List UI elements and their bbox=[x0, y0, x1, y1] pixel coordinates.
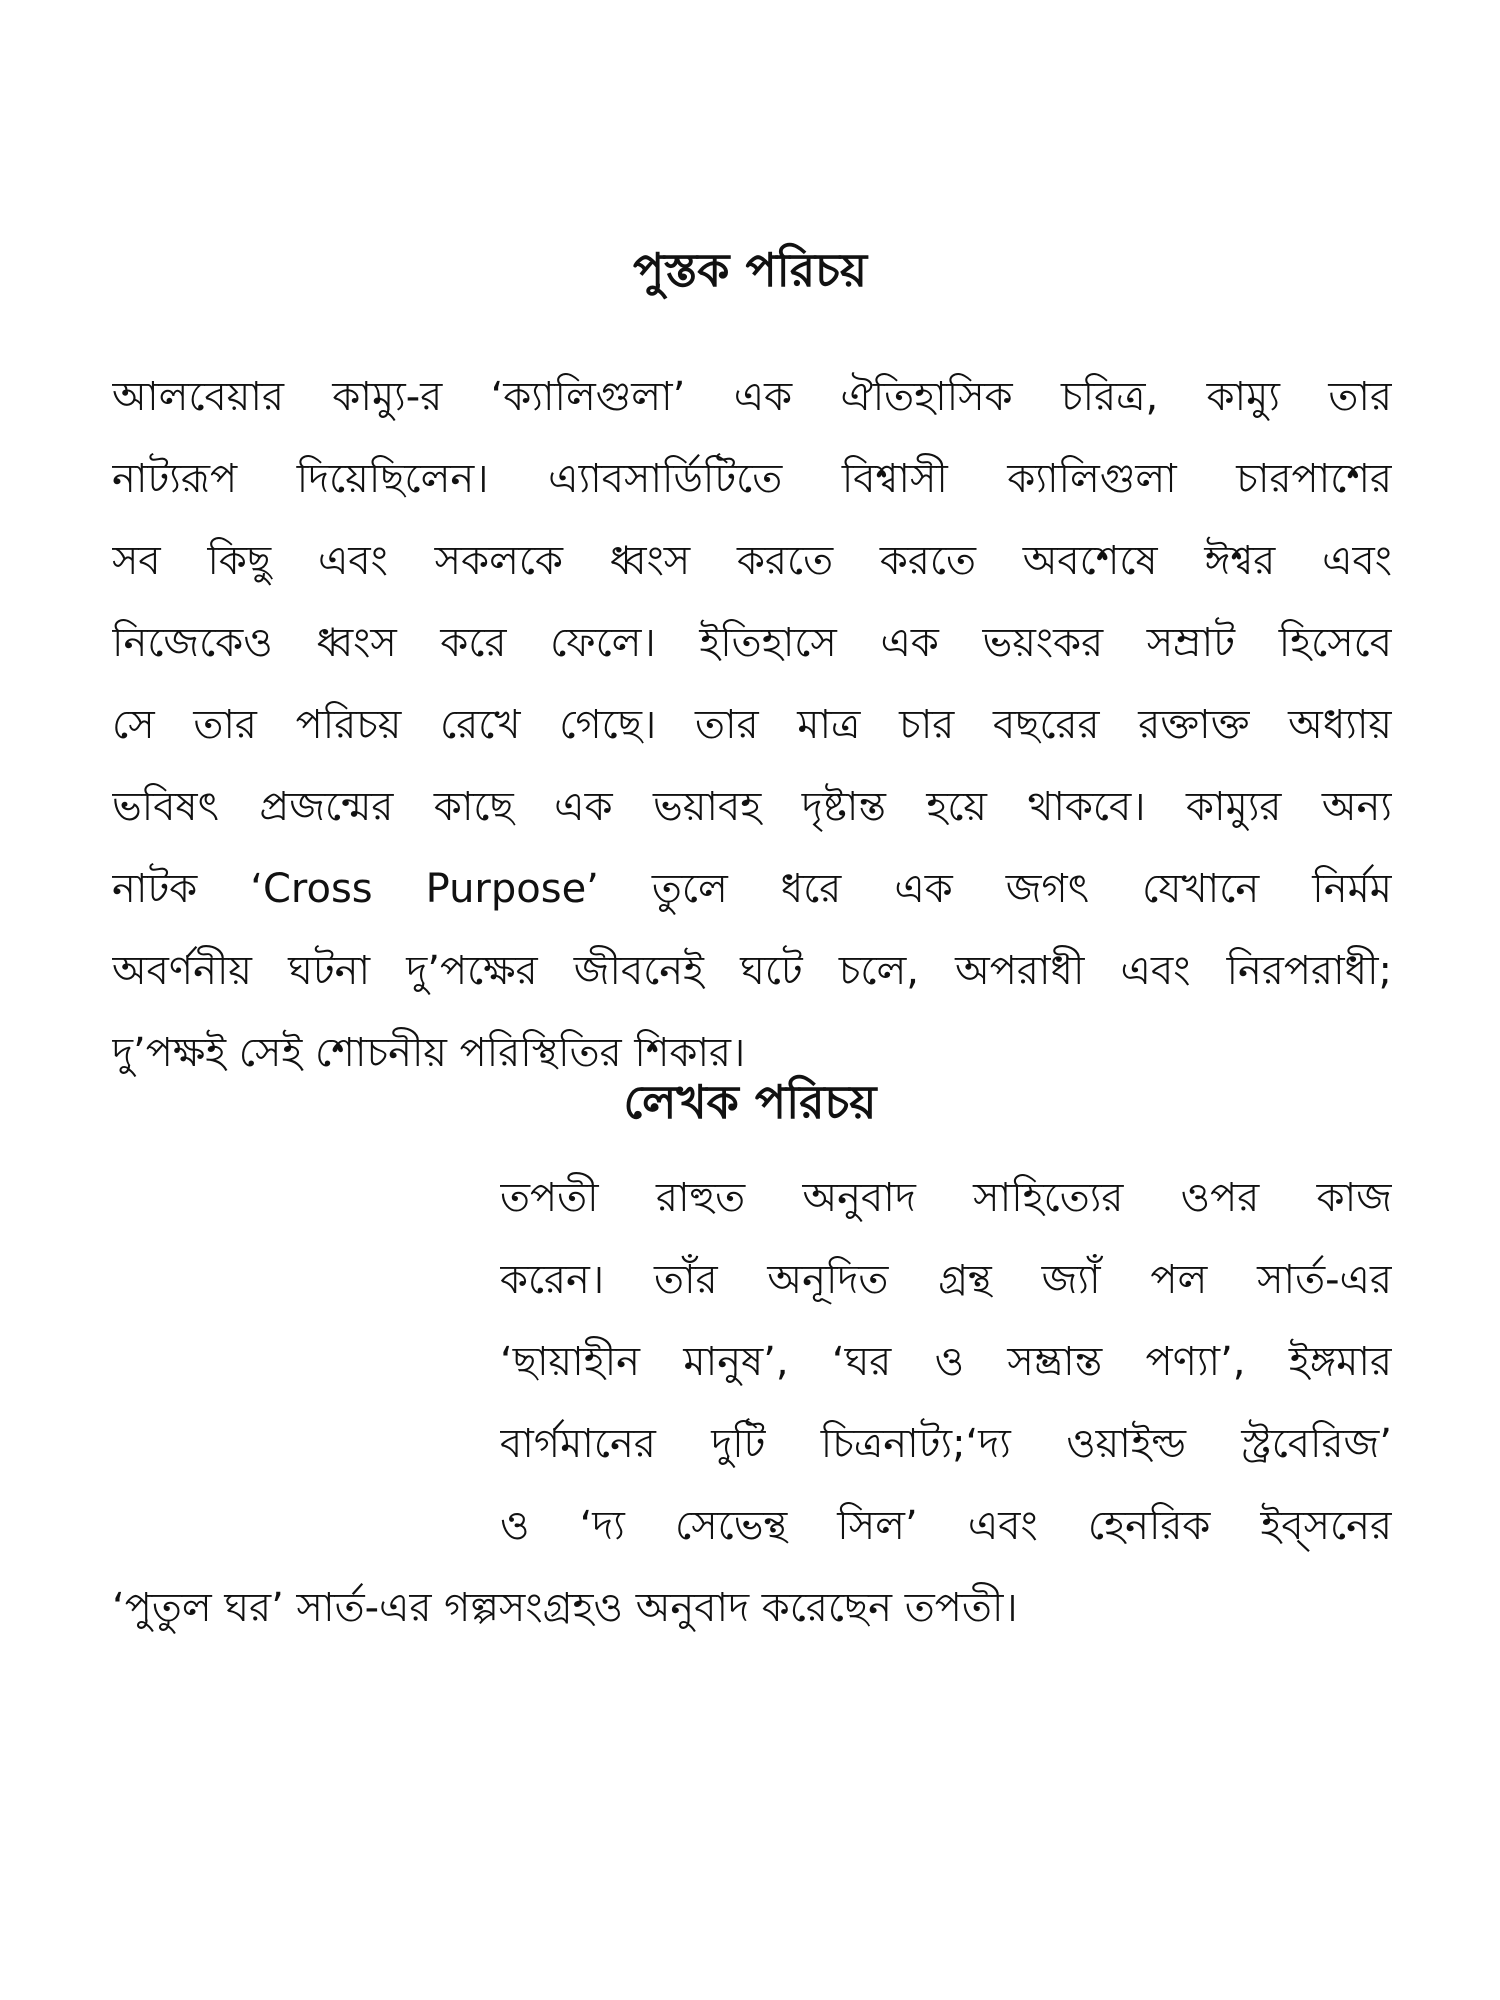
book-intro-line: নিজেকেও ধ্বংস করে ফেলে। ইতিহাসে এক ভয়ংকর সম্রাট হিসেবে bbox=[112, 620, 1392, 666]
book-intro-line: অবর্ণনীয় ঘটনা দু’পক্ষের জীবনেই ঘটে চলে, অপরাধী এবং নিরপরাধী; bbox=[112, 948, 1392, 994]
book-intro-line: সব কিছু এবং সকলকে ধ্বংস করতে করতে অবশেষে ঈশ্বর এবং bbox=[112, 538, 1392, 584]
book-intro-line: নাট্যরূপ দিয়েছিলেন। এ্যাবসার্ডিটিতে বিশ্বাসী ক্যালিগুলা চারপাশের bbox=[112, 456, 1392, 502]
book-intro-line: ভবিষৎ প্রজন্মের কাছে এক ভয়াবহ দৃষ্টান্ত হয়ে থাকবে। কাম্যুর অন্য bbox=[112, 784, 1392, 830]
book-intro-line: সে তার পরিচয় রেখে গেছে। তার মাত্র চার বছরের রক্তাক্ত অধ্যায় bbox=[112, 702, 1392, 748]
author-intro-line: করেন। তাঁর অনূদিত গ্রন্থ জ্যাঁ পল সার্ত-এর bbox=[500, 1257, 1392, 1303]
book-intro-line: দু’পক্ষই সেই শোচনীয় পরিস্থিতির শিকার। bbox=[112, 1030, 746, 1076]
book-intro-heading: পুস্তক পরিচয় bbox=[632, 243, 868, 297]
author-intro-line: বার্গমানের দুটি চিত্রনাট্য;‘দ্য ওয়াইল্ড স্ট্রবেরিজ’ bbox=[500, 1421, 1392, 1467]
author-intro-line: তপতী রাহুত অনুবাদ সাহিত্যের ওপর কাজ bbox=[500, 1175, 1392, 1221]
author-intro-heading: লেখক পরিচয় bbox=[623, 1075, 877, 1129]
author-intro-line: ও ‘দ্য সেভেন্থ সিল’ এবং হেনরিক ইব্‌সনের bbox=[500, 1503, 1392, 1549]
author-intro-line: ‘ছায়াহীন মানুষ’, ‘ঘর ও সম্ভ্রান্ত পণ্যা’, ইঙ্গমার bbox=[500, 1339, 1392, 1385]
author-intro-line: ‘পুতুল ঘর’ সার্ত-এর গল্পসংগ্রহও অনুবাদ করেছেন তপতী। bbox=[112, 1585, 1018, 1631]
book-intro-paragraph bbox=[112, 356, 1392, 1094]
book-intro-line: নাটক ‘Cross Purpose’ তুলে ধরে এক জগৎ যেখানে নির্মম bbox=[112, 866, 1392, 912]
book-intro-line: আলবেয়ার কাম্যু-র ‘ক্যালিগুলা’ এক ঐতিহাসিক চরিত্র, কাম্যু তার bbox=[112, 374, 1392, 420]
author-intro-paragraph bbox=[112, 1157, 1392, 1649]
